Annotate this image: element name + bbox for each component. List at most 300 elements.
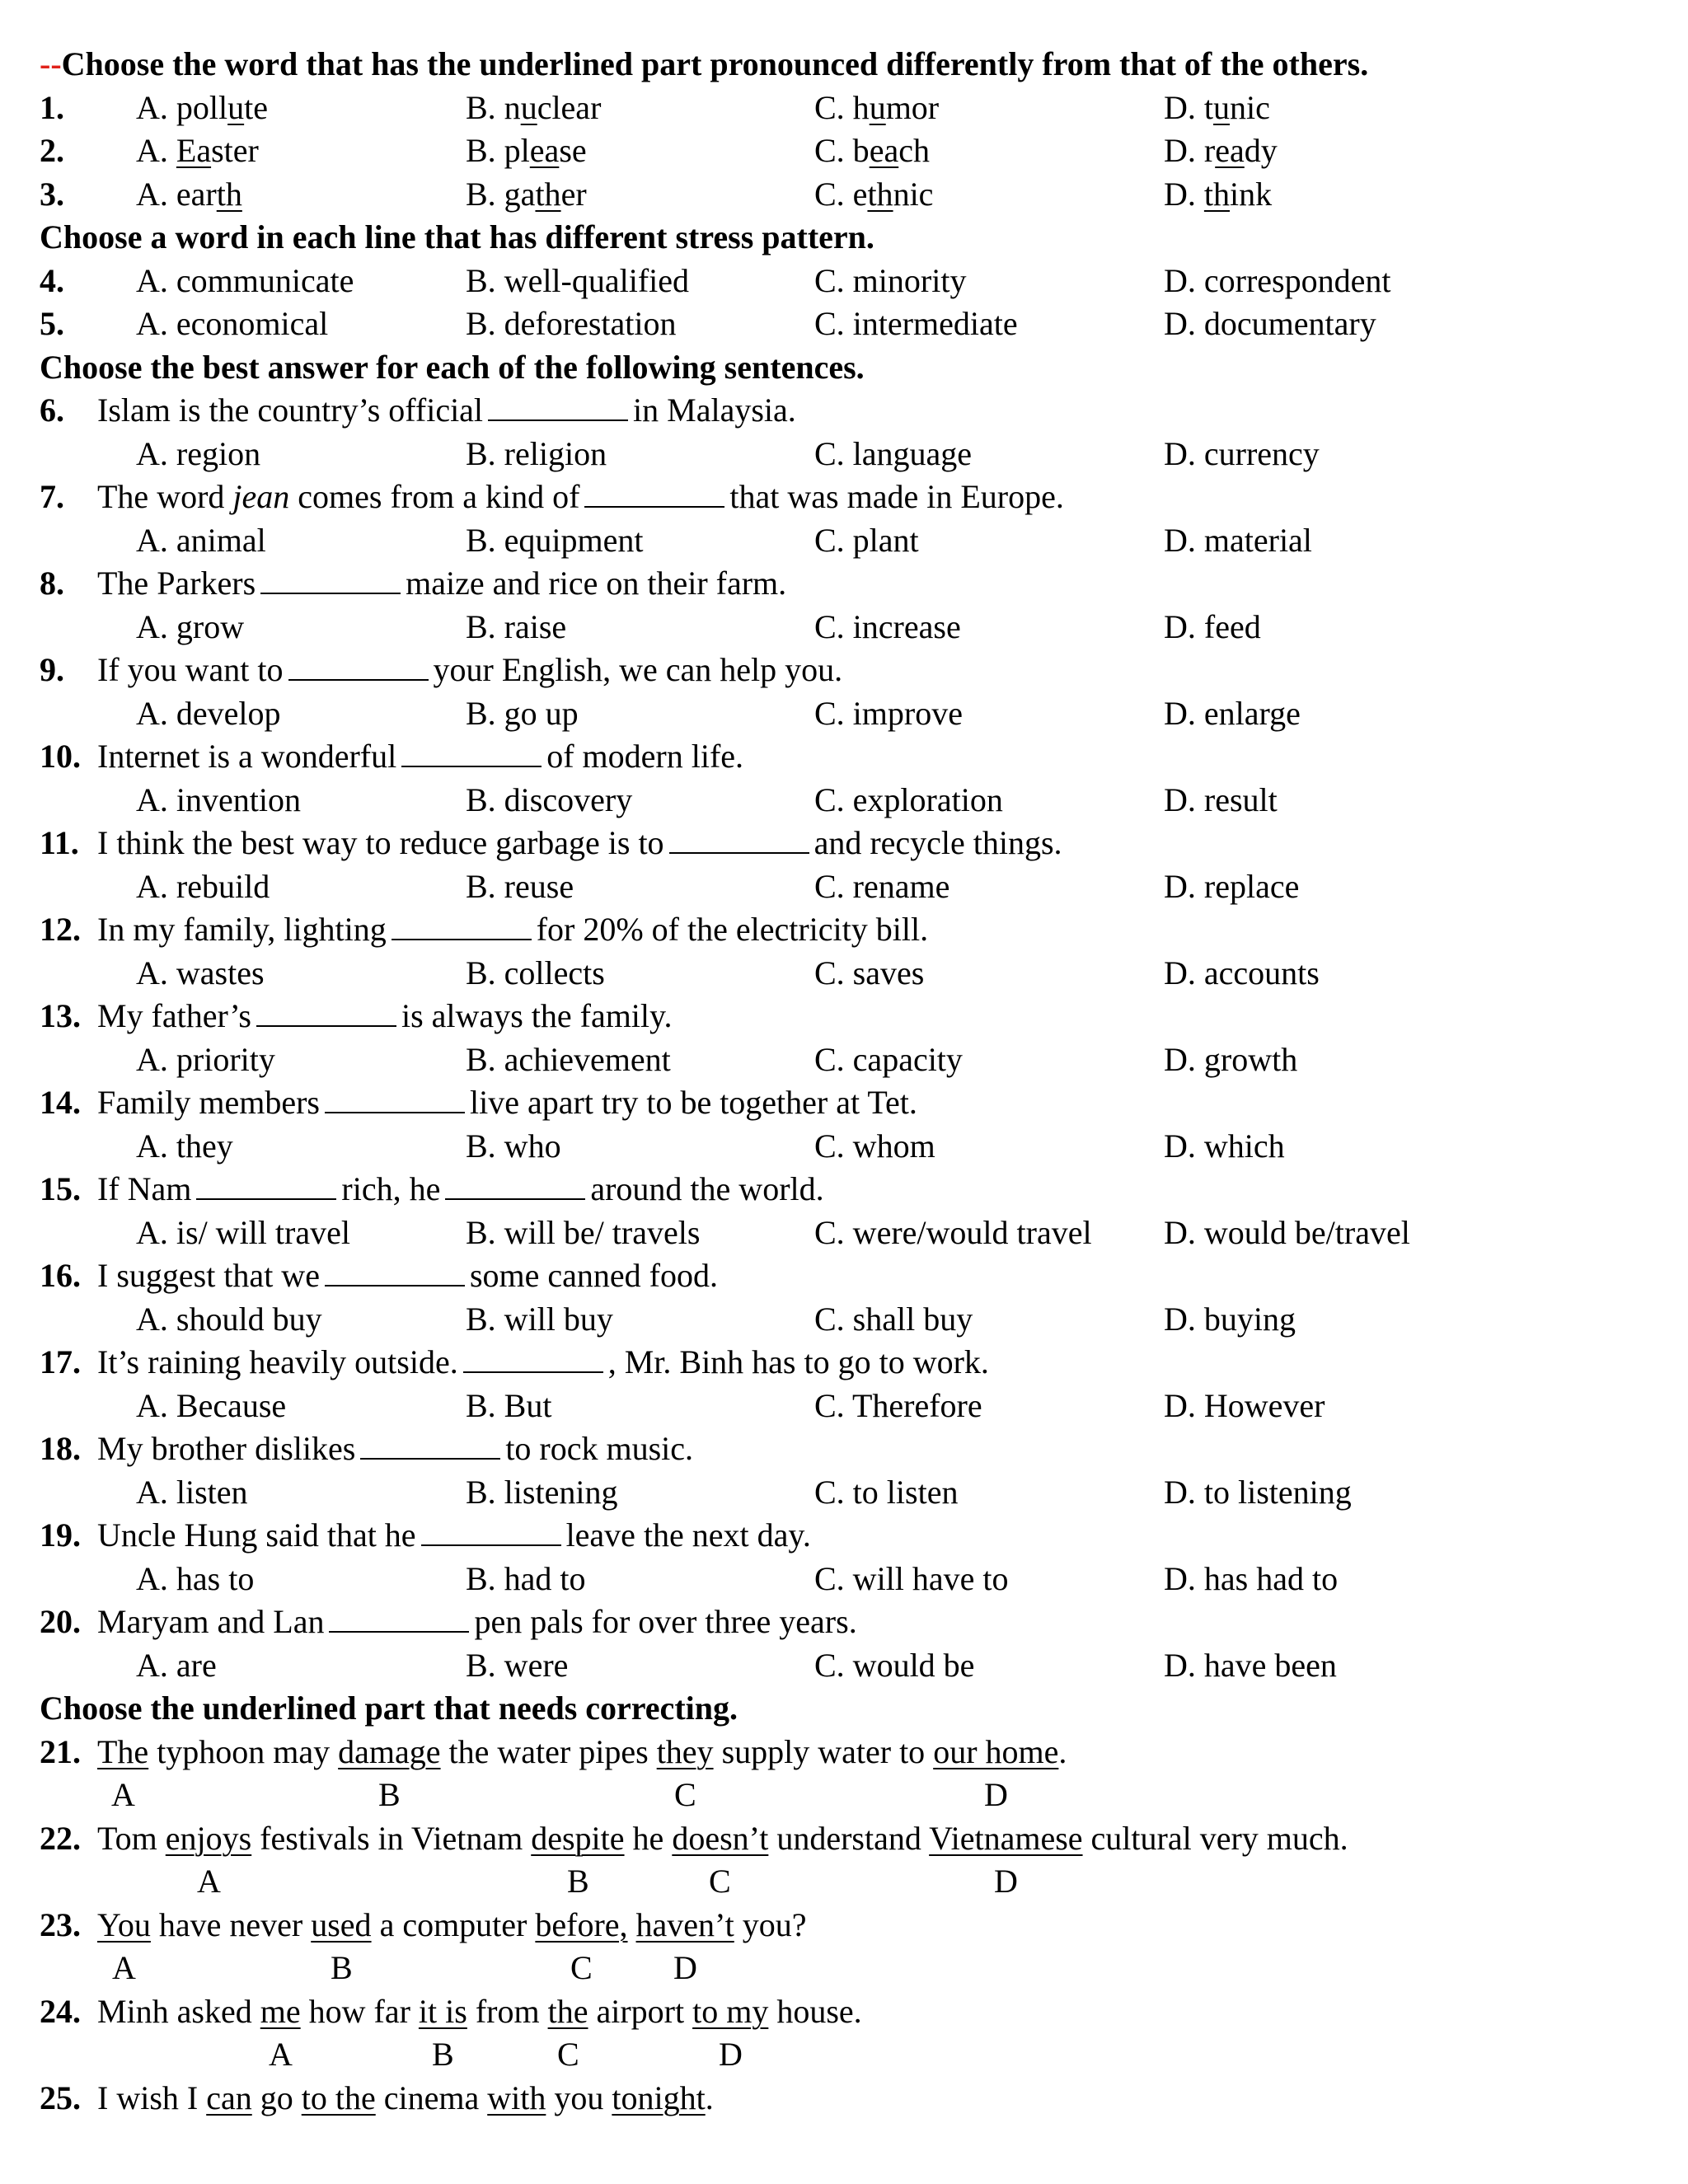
answer-blank-2[interactable] [445, 1169, 585, 1200]
stem-end: maize and rice on their farm. [406, 565, 787, 602]
underlined-part[interactable]: with [487, 2079, 546, 2116]
stem-start: In my family, lighting [97, 911, 387, 948]
sentence-text: go [251, 2079, 302, 2116]
option-b-underlined: u [520, 88, 537, 126]
option-a-pre: A. [136, 132, 176, 169]
options-8 [0, 606, 1688, 649]
option-d: D. would be/travel [1164, 1213, 1410, 1251]
stem-start: If you want to [97, 651, 284, 688]
underlined-part[interactable]: they [656, 1732, 714, 1770]
sentence-text: house. [768, 1992, 862, 2030]
option-b: B. will buy [466, 1300, 613, 1338]
option-letter-c: C [709, 1863, 731, 1900]
option-d: D. which [1164, 1127, 1285, 1165]
stem-end: pen pals for over three years. [474, 1603, 857, 1640]
option-b: B. discovery [466, 780, 633, 818]
option-d-pre: D. [1164, 175, 1204, 213]
underlined-part[interactable]: to my [692, 1992, 769, 2030]
option-d: D. correspondent [1164, 261, 1391, 299]
underlined-part[interactable]: You [97, 1905, 151, 1943]
option-c-underlined: th [867, 175, 893, 213]
question-1 [0, 87, 1688, 129]
option-c-pre: C. b [814, 132, 870, 169]
option-d: D. material [1164, 521, 1312, 559]
answer-blank[interactable] [360, 1428, 500, 1460]
option-letter-b: B [432, 2036, 454, 2073]
option-d [1164, 87, 1270, 129]
option-a: A. priority [136, 1040, 275, 1078]
option-a [136, 173, 242, 216]
option-d: D. replace [1164, 867, 1300, 905]
options-11 [0, 865, 1688, 908]
question-6 [0, 389, 1688, 432]
option-letter-a: A [269, 2036, 293, 2073]
option-d-underlined: ea [1215, 132, 1245, 169]
question-25 [0, 2077, 1688, 2120]
option-a-post: ster [211, 132, 259, 169]
sentence-text: how far [300, 1992, 419, 2030]
question-number: 5. [40, 305, 64, 342]
question-sentence [97, 1990, 862, 2033]
question-18 [0, 1427, 1688, 1470]
option-letter-b: B [331, 1949, 353, 1986]
option-c-post: nic [893, 175, 934, 213]
option-d: D. However [1164, 1386, 1325, 1424]
option-letter-d: D [673, 1949, 697, 1986]
option-b: B. achievement [466, 1040, 671, 1078]
question-number: 6. [40, 391, 64, 429]
question-stem [97, 1081, 917, 1124]
answer-blank[interactable] [196, 1169, 336, 1200]
stem-italic: jean [232, 478, 290, 515]
option-b-post: clear [537, 88, 602, 126]
option-c: C. plant [814, 521, 919, 559]
answer-blank[interactable] [488, 390, 628, 421]
question-7 [0, 476, 1688, 518]
option-b: B. deforestation [466, 305, 677, 342]
underlined-part[interactable]: it is [418, 1992, 467, 2030]
option-d: D. has had to [1164, 1559, 1339, 1597]
option-letter-d: D [719, 2036, 743, 2073]
option-c: C. capacity [814, 1040, 963, 1078]
underlined-part[interactable]: Vietnamese [929, 1819, 1083, 1857]
option-b: B. religion [466, 434, 607, 472]
stem-mid: comes from a kind of [289, 478, 580, 515]
section-3-title: Choose the best answer for each of the following sentences. [40, 348, 865, 386]
heading-dash: -- [40, 45, 62, 82]
sentence-text: I wish I [97, 2079, 207, 2116]
option-b: B. go up [466, 694, 579, 732]
question-8 [0, 562, 1688, 605]
question-number: 2. [40, 132, 64, 169]
question-19 [0, 1514, 1688, 1557]
option-c: C. minority [814, 261, 967, 299]
underlined-part[interactable]: to the [301, 2079, 376, 2116]
sentence-text: supply water to [713, 1732, 934, 1770]
question-number: 1. [40, 88, 64, 126]
sentence-text: typhoon may [148, 1732, 339, 1770]
option-b-pre: B. ga [466, 175, 536, 213]
section-4-heading [0, 1687, 1688, 1730]
option-c: C. Therefore [814, 1386, 982, 1424]
question-16 [0, 1254, 1688, 1297]
option-letter-a: A [197, 1863, 221, 1900]
option-a-underlined: th [216, 175, 242, 213]
options-9 [0, 692, 1688, 735]
question-stem [97, 908, 928, 951]
option-b [466, 129, 587, 172]
underlined-part[interactable]: tonight [612, 2079, 706, 2116]
question-11 [0, 822, 1688, 865]
stem-end: around the world. [590, 1170, 824, 1207]
underlined-part[interactable]: me [260, 1992, 301, 2030]
option-letter-b: B [567, 1863, 589, 1900]
stem-start: My father’s [97, 997, 251, 1034]
option-a-underlined: u [227, 88, 245, 126]
option-d-underlined: u [1213, 88, 1230, 126]
options-12 [0, 952, 1688, 995]
option-b: B. listening [466, 1473, 618, 1511]
option-d-post: ink [1230, 175, 1273, 213]
sentence-text: Minh asked [97, 1992, 260, 2030]
stem-start: The Parkers [97, 565, 256, 602]
question-12 [0, 908, 1688, 951]
sentence-text: airport [588, 1992, 693, 2030]
sentence-text: Tom [97, 1819, 166, 1857]
question-number: 4. [40, 261, 64, 299]
underlined-part[interactable]: can [206, 2079, 252, 2116]
stem-end: your English, we can help you. [433, 651, 843, 688]
options-20 [0, 1644, 1688, 1687]
section-4-title: Choose the underlined part that needs correcting. [40, 1690, 738, 1727]
question-stem [97, 735, 743, 778]
option-d: D. documentary [1164, 305, 1376, 342]
answer-blank[interactable] [288, 649, 429, 681]
sentence-text: you [546, 2079, 612, 2116]
underlined-part[interactable]: haven’t [635, 1905, 734, 1943]
option-d: D. result [1164, 780, 1278, 818]
option-d: D. growth [1164, 1040, 1298, 1078]
sentence-text: festivals in Vietnam [251, 1819, 532, 1857]
stem-start: My brother dislikes [97, 1430, 356, 1467]
option-d-pre: D. r [1164, 132, 1216, 169]
option-c: C. increase [814, 607, 961, 645]
stem-start: Islam is the country’s official [97, 391, 484, 429]
option-a-pre: A. ear [136, 175, 217, 213]
options-19 [0, 1558, 1688, 1601]
option-letter-c: C [557, 2036, 579, 2073]
answer-blank[interactable] [325, 1082, 465, 1113]
option-a: A. region [136, 434, 261, 472]
option-letter-a: A [112, 1949, 136, 1986]
question-stem [97, 389, 796, 432]
question-number: 3. [40, 175, 64, 213]
section-1-heading [0, 43, 1688, 86]
option-a: A. should buy [136, 1300, 322, 1338]
underlined-part[interactable]: the [547, 1992, 588, 2030]
question-number: 12. [40, 911, 81, 948]
option-b: B. were [466, 1646, 569, 1684]
underlined-part[interactable]: The [97, 1732, 149, 1770]
sentence-text: the water pipes [440, 1732, 657, 1770]
option-c [814, 173, 933, 216]
option-d-pre: D. t [1164, 88, 1213, 126]
option-d-post: dy [1244, 132, 1278, 169]
stem-end: for 20% of the electricity bill. [536, 911, 929, 948]
question-sentence [97, 1904, 807, 1947]
question-20 [0, 1601, 1688, 1643]
answer-blank[interactable] [584, 476, 724, 508]
question-number: 21. [40, 1732, 81, 1770]
letters-22 [0, 1860, 1688, 1903]
question-stem [97, 1514, 811, 1557]
option-a: A. economical [136, 305, 329, 342]
answer-blank[interactable] [463, 1342, 603, 1373]
option-b-underlined: ea [529, 132, 560, 169]
answer-blank[interactable] [669, 823, 809, 854]
option-c: C. rename [814, 867, 950, 905]
stem-end: some canned food. [469, 1257, 718, 1294]
option-letter-b: B [378, 1776, 401, 1813]
option-a: A. is/ will travel [136, 1213, 350, 1251]
option-a: A. has to [136, 1559, 255, 1597]
stem-start: Family members [97, 1084, 320, 1121]
option-letter-d: D [984, 1776, 1008, 1813]
option-d: D. buying [1164, 1300, 1296, 1338]
options-14 [0, 1125, 1688, 1168]
underlined-part[interactable]: our home [933, 1732, 1059, 1770]
stem-start: Maryam and Lan [97, 1603, 325, 1640]
question-15 [0, 1168, 1688, 1211]
question-number: 7. [40, 478, 64, 515]
option-letter-d: D [994, 1863, 1018, 1900]
option-d: D. to listening [1164, 1473, 1352, 1511]
stem-end: , Mr. Binh has to go to work. [607, 1343, 989, 1380]
question-number: 16. [40, 1257, 81, 1294]
option-a: A. grow [136, 607, 245, 645]
option-b-post: er [560, 175, 587, 213]
section-1-title [40, 43, 1368, 86]
option-b-pre: B. n [466, 88, 521, 126]
question-stem [97, 1427, 693, 1470]
underlined-part[interactable]: used [311, 1905, 372, 1943]
option-a: A. rebuild [136, 867, 270, 905]
question-number: 10. [40, 738, 81, 775]
option-c-underlined: u [869, 88, 886, 126]
question-number: 25. [40, 2079, 81, 2116]
stem-start: Internet is a wonderful [97, 738, 397, 775]
option-d [1164, 173, 1272, 216]
options-16 [0, 1298, 1688, 1341]
option-a: A. wastes [136, 954, 265, 991]
question-sentence [97, 1817, 1348, 1860]
question-stem [97, 1254, 718, 1297]
stem-end: is always the family. [401, 997, 673, 1034]
question-number: 14. [40, 1084, 81, 1121]
option-a-pre: A. poll [136, 88, 228, 126]
sentence-text: cinema [375, 2079, 488, 2116]
question-10 [0, 735, 1688, 778]
answer-blank[interactable] [329, 1601, 469, 1633]
stem-end: of modern life. [546, 738, 744, 775]
stem-end: live apart try to be together at Tet. [469, 1084, 917, 1121]
option-a: A. develop [136, 694, 281, 732]
question-stem [97, 995, 672, 1038]
sentence-text: a computer [371, 1905, 536, 1943]
answer-blank[interactable] [401, 736, 542, 767]
question-stem [97, 476, 1064, 518]
option-d: D. accounts [1164, 954, 1320, 991]
question-number: 17. [40, 1343, 81, 1380]
option-d-post: nic [1230, 88, 1270, 126]
answer-blank[interactable] [256, 996, 396, 1027]
stem-end: and recycle things. [814, 824, 1062, 861]
options-18 [0, 1471, 1688, 1514]
stem-mid: rich, he [341, 1170, 441, 1207]
option-a-underlined: Ea [176, 132, 212, 169]
question-number: 19. [40, 1516, 81, 1554]
question-2 [0, 129, 1688, 172]
option-a-post: te [244, 88, 268, 126]
option-b [466, 87, 601, 129]
stem-start: Uncle Hung said that he [97, 1516, 416, 1554]
question-22 [0, 1817, 1688, 1860]
question-number: 13. [40, 997, 81, 1034]
sentence-text: have never [150, 1905, 312, 1943]
answer-blank[interactable] [421, 1515, 561, 1546]
stem-start: I suggest that we [97, 1257, 320, 1294]
option-b: B. well-qualified [466, 261, 690, 299]
option-b: B. raise [466, 607, 567, 645]
option-c: C. were/would travel [814, 1213, 1092, 1251]
sentence-text: from [467, 1992, 548, 2030]
underlined-part[interactable]: doesn’t [672, 1819, 769, 1857]
option-d-underlined: th [1203, 175, 1231, 213]
option-b-underlined: th [535, 175, 561, 213]
question-21 [0, 1731, 1688, 1774]
sentence-text: understand [768, 1819, 930, 1857]
option-c-underlined: ea [869, 132, 899, 169]
question-number: 18. [40, 1430, 81, 1467]
question-number: 8. [40, 565, 64, 602]
stem-start: It’s raining heavily outside. [97, 1343, 458, 1380]
question-number: 24. [40, 1992, 81, 2030]
question-5 [0, 302, 1688, 345]
question-sentence [97, 2077, 714, 2120]
option-c-post: mor [885, 88, 940, 126]
question-4 [0, 260, 1688, 302]
option-c: C. exploration [814, 780, 1003, 818]
option-b: B. collects [466, 954, 605, 991]
question-14 [0, 1081, 1688, 1124]
option-a: A. they [136, 1127, 233, 1165]
question-number: 23. [40, 1905, 81, 1943]
stem-end: that was made in Europe. [729, 478, 1064, 515]
option-d: D. currency [1164, 434, 1320, 472]
option-c-pre: C. e [814, 175, 868, 213]
option-c: C. shall buy [814, 1300, 973, 1338]
option-b-post: se [559, 132, 587, 169]
section-2-heading [0, 216, 1688, 259]
options-15 [0, 1212, 1688, 1254]
answer-blank[interactable] [392, 909, 532, 940]
sentence-text: he [624, 1819, 673, 1857]
option-d: D. have been [1164, 1646, 1337, 1684]
question-13 [0, 995, 1688, 1038]
underlined-part[interactable]: before, [535, 1905, 628, 1943]
answer-blank[interactable] [260, 563, 401, 594]
question-number: 9. [40, 651, 64, 688]
option-a [136, 129, 259, 172]
options-10 [0, 779, 1688, 822]
option-a: A. animal [136, 521, 266, 559]
option-a [136, 87, 268, 129]
option-c-post: ch [898, 132, 930, 169]
option-c-pre: C. h [814, 88, 870, 126]
sentence-text: . [705, 2079, 714, 2116]
option-letter-c: C [674, 1776, 696, 1813]
question-stem [97, 1341, 989, 1384]
option-a: A. are [136, 1646, 217, 1684]
option-letter-a: A [111, 1776, 135, 1813]
option-b [466, 173, 587, 216]
heading-text: Choose the word that has the underlined part pronounced differently from that of the others. [61, 45, 1369, 82]
question-stem [97, 649, 842, 691]
option-b: B. who [466, 1127, 561, 1165]
underlined-part[interactable]: damage [338, 1732, 441, 1770]
option-b: B. But [466, 1386, 552, 1424]
question-24 [0, 1990, 1688, 2033]
options-13 [0, 1038, 1688, 1081]
option-c [814, 87, 939, 129]
option-c: C. intermediate [814, 305, 1018, 342]
option-b-pre: B. pl [466, 132, 530, 169]
question-sentence [97, 1731, 1067, 1774]
option-b: B. reuse [466, 867, 574, 905]
option-b: B. equipment [466, 521, 644, 559]
section-2-title: Choose a word in each line that has different stress pattern. [40, 218, 874, 255]
option-d [1164, 129, 1278, 172]
question-3 [0, 173, 1688, 216]
options-17 [0, 1385, 1688, 1427]
option-b: B. had to [466, 1559, 586, 1597]
sentence-text [628, 1906, 636, 1943]
stem-end: to rock music. [505, 1430, 694, 1467]
option-c: C. would be [814, 1646, 975, 1684]
stem-end: in Malaysia. [633, 391, 796, 429]
option-a: A. Because [136, 1386, 287, 1424]
option-c: C. improve [814, 694, 963, 732]
option-d: D. enlarge [1164, 694, 1301, 732]
underlined-part[interactable]: despite [531, 1819, 625, 1857]
question-stem [97, 1168, 824, 1211]
question-9 [0, 649, 1688, 691]
stem-end: leave the next day. [565, 1516, 811, 1554]
letters-24 [0, 2033, 1688, 2076]
stem-start: If Nam [97, 1170, 192, 1207]
option-a: A. communicate [136, 261, 354, 299]
stem-start: I think the best way to reduce garbage is to [97, 824, 664, 861]
answer-blank[interactable] [325, 1255, 465, 1286]
sentence-text: cultural very much. [1082, 1819, 1348, 1857]
question-number: 11. [40, 824, 79, 861]
underlined-part[interactable]: enjoys [165, 1819, 252, 1857]
stem-start: The word [97, 478, 233, 515]
option-c: C. language [814, 434, 973, 472]
options-7 [0, 519, 1688, 562]
question-stem [97, 822, 1062, 865]
sentence-text: . [1058, 1732, 1067, 1770]
